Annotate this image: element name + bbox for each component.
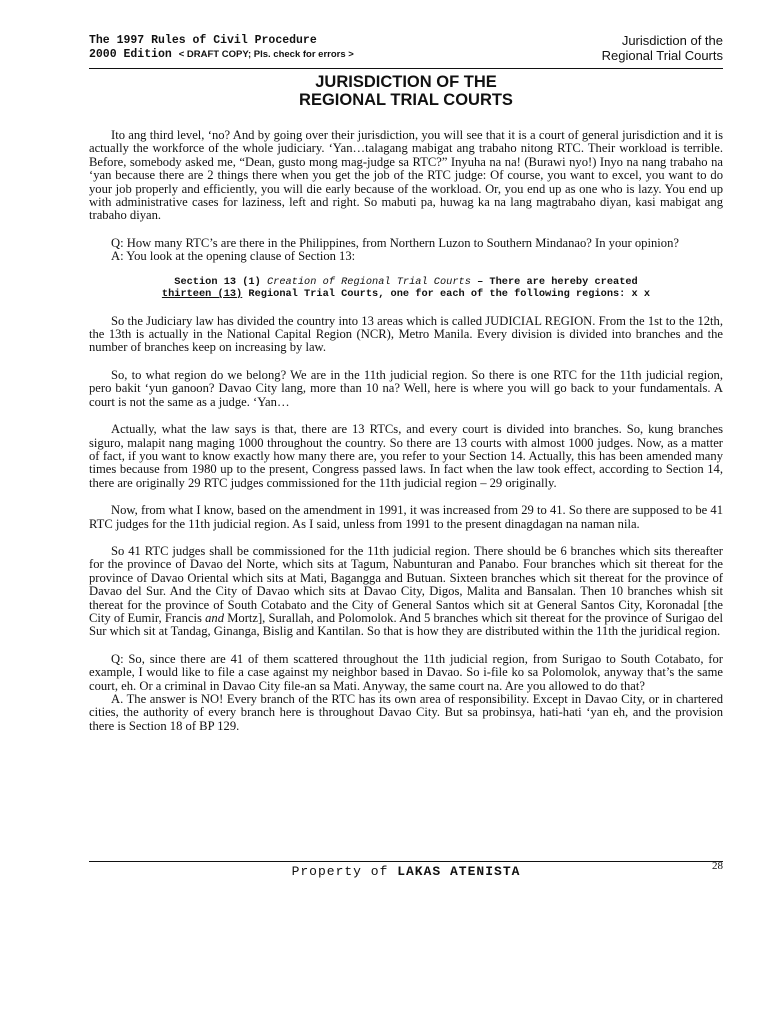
header-edition-line	[89, 48, 354, 62]
paragraph-distribution	[89, 545, 723, 639]
answer-2: A. The answer is NO! Every branch of the RTC has its own area of responsibility. Except in Davao City, or in chartered cities, the authority of every branch here is throughout Davao City. But sa probinsya, hati-hati ‘yan eh, and the provision there is Section 18 of BP 129.	[89, 692, 723, 733]
distribution-text-1: So 41 RTC judges shall be commissioned for the 11th judicial region. There should be 6 branches which sits thereafter for the province of Davao del Norte, which sits at Tagum, Nabunturan and Panabo. Four branches which sit thereat for the province of Davao Oriental which sits at Mati, Bagangga and Butuan. Sixteen branches which sit thereat for the province of Davao del Sur. And the City of Davao which sits at Davao City, Digos, Malita and Bansalan. Then 10 branches whish sit thereat for the province of South Cotabato and the City of General Santos which sit at General Santos City, Koronadal [the City of Eumir, Francis	[89, 543, 723, 625]
question-1: Q: How many RTC’s are there in the Philippines, from Northern Luzon to Southern Mindanao? In your opinion?	[111, 235, 679, 250]
page-title	[89, 73, 723, 109]
page-title-line2: REGIONAL TRIAL COURTS	[299, 91, 513, 109]
header-edition: 2000 Edition	[89, 48, 172, 61]
paragraph-amendment: Now, from what I know, based on the amendment in 1991, it was increased from 29 to 41. So there are supposed to be 41 RTC judges for the 11th judicial region. As I said, unless from 1991 to the present dinagdagan na naman nila.	[89, 503, 723, 531]
header-book-info	[89, 34, 354, 62]
paragraph-branches: Actually, what the law says is that, there are 13 RTCs, and every court is divided into branches. So, kung branches siguro, malapit nang maging 1000 throughout the country. So there are 13 courts with almost 1000 judges. Now, as a matter of fact, if you want to know exactly how many there are, you refer to your Section 14. Actually, this has been amended many times because from 1980 up to the present, Congress passed laws. In fact when the law took effect, according to Section 14, there are originally 29 RTC judges commissioned for the 11th judicial region – 29 originally.	[89, 422, 723, 490]
header-chapter-line1: Jurisdiction of the	[621, 33, 723, 48]
page-number: 28	[712, 860, 723, 872]
footer-property	[89, 864, 723, 879]
section-13-line2	[89, 288, 723, 301]
section-13-label: Section 13 (1)	[174, 275, 261, 288]
paragraph-11th-region: So, to what region do we belong? We are in the 11th judicial region. So there is one RTC for the 11th judicial region, pero bakit ‘yun ganoon? Davao City lang, more than 10 na? Well, here is where you will go back to your fundamentals. A court is not the same as a judge. ‘Yan…	[89, 367, 723, 409]
document-page	[89, 30, 723, 747]
footer-property-name: LAKAS ATENISTA	[397, 864, 521, 879]
section-13-rest: Regional Trial Courts, one for each of the following regions: x x	[242, 288, 651, 301]
header-chapter-line2: Regional Trial Courts	[601, 47, 723, 63]
document-body	[89, 129, 723, 733]
footer-property-prefix: Property of	[291, 864, 398, 879]
header-draft-note: < DRAFT COPY; Pls. check for errors >	[178, 49, 354, 60]
section-13-quote	[89, 276, 723, 301]
page-title-line1: JURISDICTION OF THE	[315, 73, 497, 91]
distribution-and: and	[205, 610, 225, 625]
page-footer	[89, 861, 723, 884]
distribution-text-2: Mortz], Surallah, and Polomolok. And 5 branches which sit thereat for the province of Surigao del Sur which sit at Tandag, Ginanga, Bislig and Kantilan. So that is how they are distributed within the 11th the juridical region.	[89, 610, 723, 639]
question-2: Q: So, since there are 41 of them scattered throughout the 11th judicial region, from Surigao to South Cotabato, for example, I would like to file a case against my neighbor based in Davao. So i-file ko sa Polomolok, anyway that’s the same court, eh. Or a criminal in Davao City file-an sa Mati. Anyway, the same court na. Are you allowed to do that?	[89, 651, 723, 693]
answer-1: A: You look at the opening clause of Section 13:	[111, 249, 356, 264]
section-13-heading: Creation of Regional Trial Courts	[266, 275, 471, 288]
running-header	[89, 30, 723, 69]
section-13-dash: – There are hereby created	[470, 275, 638, 288]
section-13-number: thirteen (13)	[161, 288, 243, 301]
paragraph-intro: Ito ang third level, ‘no? And by going over their jurisdiction, you will see that it is a court of general jurisdiction and it is actually the workforce of the whole judiciary. ‘Yan…talagang mabigat ang trabaho nitong RTC. Their workload is terrible. Before, somebody asked me, “Dean, gusto mong mag-judge sa RTC?” Inyuha na na! (Burawi nyo!) Inyo na nang trabaho na ‘yan because there are 2 things there when you get the job of the RTC judge: Of course, you want to excel, you want to do your job properly and efficiently, you will die early because of the workload. Or, you end up as one who is lazy. You end up with administrative cases for laziness, left and right. So mabuti pa, huwag ka na lang magtrabaho diyan, kasi mabigat ang trabaho diyan.	[89, 128, 723, 223]
section-13-line1	[89, 276, 723, 289]
paragraph-judicial-regions: So the Judiciary law has divided the country into 13 areas which is called JUDICIAL REGION. From the 1st to the 12th, the 13th is actually in the National Capital Region (NCR), Metro Manila. Every division is divided into branches and the number of branches keep on increasing by law.	[89, 313, 723, 355]
header-chapter-info	[602, 34, 723, 63]
header-book-title: The 1997 Rules of Civil Procedure	[89, 34, 317, 47]
